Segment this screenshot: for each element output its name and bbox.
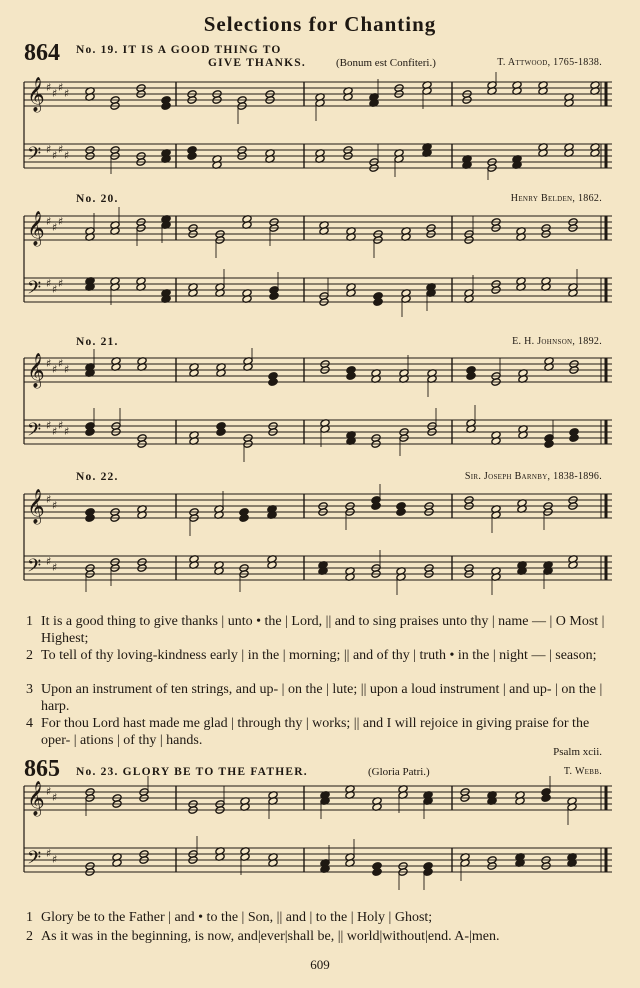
sharp-sign: ♯ (52, 221, 58, 234)
bass-clef: 𝄢 (27, 556, 42, 581)
composer: E. H. Johnson, 1892. (512, 336, 602, 347)
sharp-sign: ♯ (46, 277, 52, 290)
bass-clef: 𝄢 (27, 144, 42, 169)
sharp-sign: ♯ (64, 149, 70, 162)
psalm-reference: Psalm xcii. (553, 746, 602, 758)
sharp-sign: ♯ (52, 499, 58, 512)
sharp-sign: ♯ (46, 143, 52, 156)
sharp-sign: ♯ (52, 149, 58, 162)
music-system-21 (0, 348, 640, 466)
sharp-sign: ♯ (52, 363, 58, 376)
sharp-sign: ♯ (58, 277, 64, 290)
verse: 1 It is a good thing to give thanks | unto • the | Lord, || and to sing praises unto thy | name — | O Most | Highest; (26, 614, 605, 646)
chant-heading: No. 19. IT IS A GOOD THING TO (76, 44, 282, 56)
sharp-sign: ♯ (58, 357, 64, 370)
bass-clef: 𝄢 (27, 420, 42, 445)
chant-heading-cont: GIVE THANKS. (208, 57, 306, 69)
sharp-sign: ♯ (52, 853, 58, 866)
sharp-sign: ♯ (46, 419, 52, 432)
treble-clef: 𝄞 (27, 211, 45, 246)
hymn-number: 864 (24, 40, 60, 66)
sharp-sign: ♯ (46, 493, 52, 506)
sharp-sign: ♯ (52, 425, 58, 438)
music-system-20 (0, 206, 640, 326)
latin-title: (Bonum est Confiteri.) (336, 57, 436, 69)
sharp-sign: ♯ (46, 847, 52, 860)
hymn-number: 865 (24, 756, 60, 782)
sharp-sign: ♯ (52, 791, 58, 804)
music-system-23 (0, 776, 640, 902)
treble-clef: 𝄞 (27, 489, 45, 524)
chant-heading: No. 23. GLORY BE TO THE FATHER. (76, 766, 308, 778)
sharp-sign: ♯ (64, 425, 70, 438)
chant-label: No. 21. (76, 336, 119, 348)
verse: 4 For thou Lord hast made me glad | through thy | works; || and I will rejoice in giving praise for the oper- | ations | of thy | hands. (26, 716, 590, 748)
music-system-19 (0, 72, 640, 180)
sharp-sign: ♯ (58, 81, 64, 94)
sharp-sign: ♯ (58, 143, 64, 156)
sharp-sign: ♯ (52, 87, 58, 100)
composer: T. Webb. (563, 766, 602, 777)
bass-clef: 𝄢 (27, 278, 42, 303)
sharp-sign: ♯ (46, 785, 52, 798)
verse: 3 Upon an instrument of ten strings, and up- | on the | lute; || upon a loud instrument | and up- | on the | harp. (26, 682, 603, 714)
composer: Sir. Joseph Barnby, 1838-1896. (464, 471, 602, 482)
treble-clef: 𝄞 (27, 781, 45, 816)
sharp-sign: ♯ (64, 363, 70, 376)
sharp-sign: ♯ (46, 215, 52, 228)
composer: T. Attwood, 1765-1838. (497, 57, 602, 68)
sharp-sign: ♯ (46, 81, 52, 94)
verse: 2 To tell of thy loving-kindness early | in the | morning; || and of thy | truth • in the | night — | season; (26, 648, 597, 663)
verse: 1 Glory be to the Father | and • to the | Son, || and | to the | Holy | Ghost; (26, 910, 433, 925)
sharp-sign: ♯ (64, 87, 70, 100)
composer: Henry Belden, 1862. (510, 193, 602, 204)
sharp-sign: ♯ (52, 561, 58, 574)
music-system-22 (0, 484, 640, 606)
page-number: 609 (310, 957, 330, 972)
sharp-sign: ♯ (46, 555, 52, 568)
sharp-sign: ♯ (52, 283, 58, 296)
chant-label: No. 22. (76, 471, 119, 483)
treble-clef: 𝄞 (27, 353, 45, 388)
sharp-sign: ♯ (58, 215, 64, 228)
sharp-sign: ♯ (58, 419, 64, 432)
treble-clef: 𝄞 (27, 77, 45, 112)
latin-title: (Gloria Patri.) (368, 766, 430, 778)
sharp-sign: ♯ (46, 357, 52, 370)
verse: 2 As it was in the beginning, is now, and|ever|shall be, || world|without|end. A-|men. (26, 929, 500, 944)
bass-clef: 𝄢 (27, 848, 42, 873)
page-title: Selections for Chanting (203, 12, 437, 36)
chant-label: No. 20. (76, 193, 119, 205)
